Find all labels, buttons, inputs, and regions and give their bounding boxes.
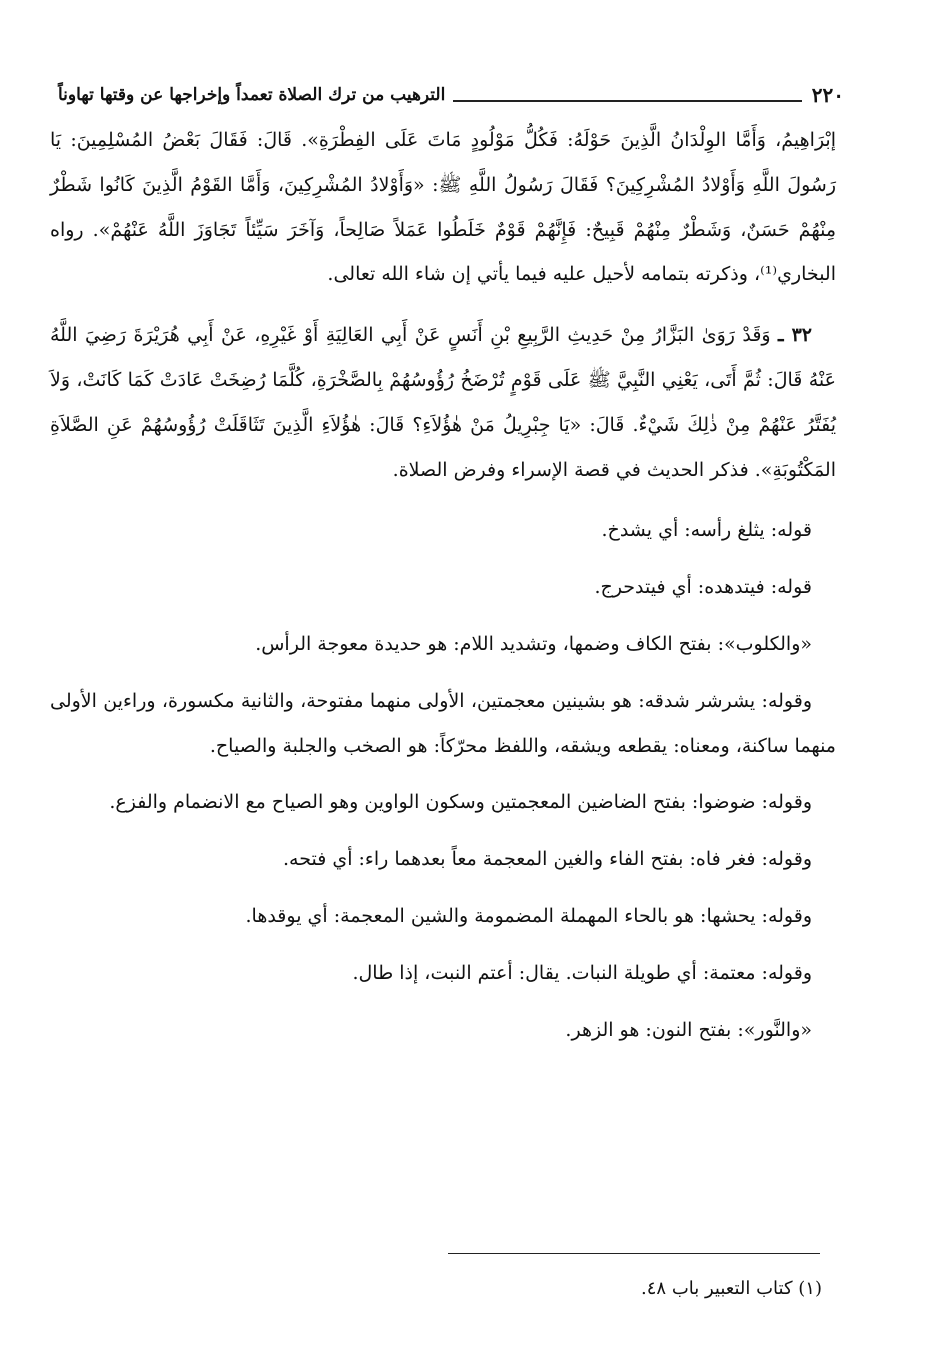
header-rule [453,100,801,102]
paragraph-text: إبْرَاهِيمُ، وَأَمَّا الوِلْدَانُ الَّذِينَ حَوْلَهُ: فَكُلُّ مَوْلُودٍ مَاتَ عَلَى الفِطْرَةِ». قَالَ: فَقَالَ بَعْضُ المُسْلِمِينَ: يَا رَسُولَ اللَّهِ وَأَوْلادُ المُشْرِكِينَ؟ فَقَالَ رَسُولُ اللَّهِ ﷺ: «وَأَوْلادُ المُشْرِكِينَ، وَأَمَّا القَوْمُ الَّذِينَ كَانُوا شَطْرٌ مِنْهُمْ حَسَنٌ، وَشَطْرٌ مِنْهُمْ قَبِيحٌ: فَإِنَّهُمْ قَوْمٌ خَلَطُوا عَمَلاً صَالِحاً، وَآخَرَ سَيِّئاً تَجَاوَزَ اللَّهُ عَنْهُمْ». رواه البخاري⁽¹⁾، وذكرته بتمامه لأحيل عليه فيما يأتي إن شاء الله تعالى. [50,129,836,286]
page-number: ٢٢٠ [811,83,844,107]
hadith-number: ٣٢ ـ [778,324,812,347]
gloss-text: قوله: يثلغ رأسه: أي يشدخ. [601,519,812,542]
gloss-entry [50,894,836,939]
gloss-text: وقوله: معتمة: أي طويلة النبات. يقال: أعتم النبت، إذا طال. [352,961,812,984]
gloss-text: «والنَّور»: بفتح النون: هو الزهر. [565,1018,812,1041]
gloss-entry [50,1008,836,1053]
gloss-entry [50,565,836,610]
gloss-entry [50,679,836,769]
gloss-entry [50,780,836,825]
gloss-text: «والكلوب»: بفتح الكاف وضمها، وتشديد اللام: هو حديدة معوجة الرأس. [255,632,812,655]
footnote-marker: (١) [798,1278,822,1299]
gloss-entry [50,508,836,553]
gloss-text: وقوله: ضوضوا: بفتح الضاضين المعجمتين وسكون الواوين وهو الصياح مع الانضمام والفزع. [109,791,812,814]
gloss-entry [50,951,836,996]
hadith-32 [50,313,836,492]
running-header [58,78,844,112]
paragraph-text: وَقَدْ رَوَىٰ البَزَّارُ مِنْ حَدِيثِ الرَّبِيعِ بْنِ أَنَسٍ عَنْ أَبِي العَالِيَةِ أَوْ غَيْرِهِ، عَنْ أَبِي هُرَيْرَةَ رَضِيَ اللَّهُ عَنْهُ قَالَ: ثُمَّ أَتَى، يَعْنِي النَّبِيَّ ﷺ عَلَى قَوْمٍ تُرْضَخُ رُؤُوسُهُمْ بِالصَّخْرَةِ، كُلَّمَا رُضِخَتْ عَادَتْ كَمَا كَانَتْ، وَلاَ يُفَتَّرُ عَنْهُمْ مِنْ ذٰلِكَ شَيْءٌ. قَالَ: «يَا جِبْرِيلُ مَنْ هٰؤُلاَءِ؟ قَالَ: هٰؤُلاَءِ الَّذِينَ تَثَاقَلَتْ رُؤُوسُهُمْ عَنِ الصَّلاَةِ المَكْتُوبَةِ». فذكر الحديث في قصة الإسراء وفرض الصلاة. [50,324,836,481]
gloss-text: وقوله: فغر فاه: بفتح الفاء والغين المعجمة معاً بعدهما راء: أي فتحه. [282,848,812,871]
gloss-text: قوله: فيتدهده: أي فيتدحرج. [594,576,812,599]
gloss-entry [50,837,836,882]
footnote-text: كتاب التعبير باب ٤٨. [641,1278,793,1299]
gloss-text: وقوله: يشرشر شدقه: هو بشينين معجمتين، الأولى منهما مفتوحة، والثانية مكسورة، وراءين الأولى منهما ساكنة، ومعناه: يقطعه ويشقه، واللفظ محرّكاً: هو الصخب والجلبة والصياح. [50,689,836,757]
gloss-text: وقوله: يحشها: هو بالحاء المهملة المضمومة والشين المعجمة: أي يوقدها. [245,904,812,927]
chapter-title: الترهيب من ترك الصلاة تعمداً وإخراجها عن وقتها تهاوناً [58,85,446,105]
hadith-continuation [50,118,836,297]
gloss-entry [50,622,836,667]
footnote [641,1278,822,1299]
main-text [50,118,836,1064]
footnote-separator [448,1253,820,1254]
